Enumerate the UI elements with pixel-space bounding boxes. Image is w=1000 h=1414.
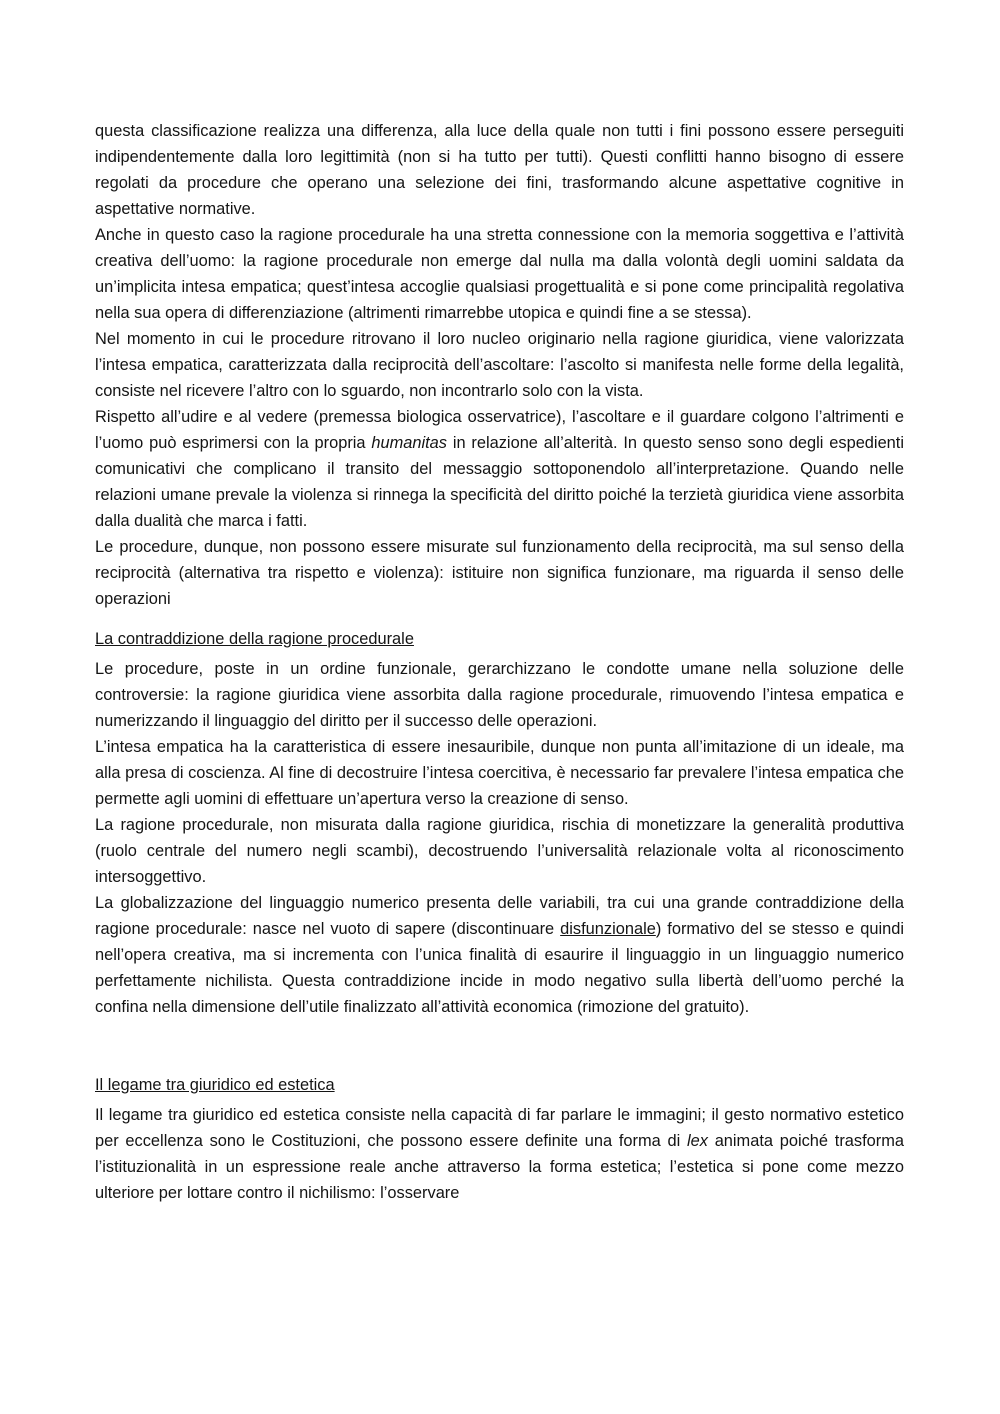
paragraph [95, 890, 904, 1020]
text-run: Il legame tra giuridico ed estetica consiste nella capacità di far parlare le immagini; il gesto normativo estetico per eccellenza sono le Costituzioni, che possono essere definite una forma di [95, 1106, 904, 1150]
text-run: La globalizzazione del linguaggio numerico presenta delle variabili, tra cui una grande contraddizione della ragione procedurale: nasce nel vuoto di sapere (discontinuare [95, 894, 904, 938]
paragraph: Anche in questo caso la ragione procedurale ha una stretta connessione con la memoria soggettiva e l’attività creativa dell’uomo: la ragione procedurale non emerge dal nulla ma dalla volontà degli uomini saldata da un’implicita intesa empatica; quest’intesa accoglie qualsiasi progettualità e si pone come principalità regolativa nella sua opera di differenziazione (altrimenti rimarrebbe utopica e quindi fine a se stessa). [95, 226, 904, 322]
text-run: in relazione all’alterità. In questo senso sono degli espedienti comunicativi che complicano il transito del messaggio sottoponendolo all’interpretazione. Quando nelle relazioni umane prevale la violenza si rinnega la specificità del diritto poiché la terzietà giuridica viene assorbita dalla dualità che marca i fatti. [95, 434, 904, 530]
paragraph [95, 404, 904, 534]
underlined-term: disfunzionale [560, 920, 656, 938]
paragraph [95, 1102, 904, 1206]
text-run: Rispetto all’udire e al vedere (premessa biologica osservatrice), l’ascoltare e il guardare colgono l’altrimenti e l’uomo può esprimersi con la propria [95, 408, 904, 452]
paragraph: Le procedure, poste in un ordine funzionale, gerarchizzano le condotte umane nella soluzione delle controversie: la ragione giuridica viene assorbita dalla ragione procedurale, rimuovendo l’intesa empatica e numerizzando il linguaggio del diritto per il successo delle operazioni. [95, 660, 904, 730]
section-heading: Il legame tra giuridico ed estetica [95, 1076, 335, 1094]
paragraph: La ragione procedurale, non misurata dalla ragione giuridica, rischia di monetizzare la generalità produttiva (ruolo centrale del numero negli scambi), decostruendo l’universalità relazionale volta al riconoscimento intersoggettivo. [95, 816, 904, 886]
italic-term: lex [687, 1132, 708, 1150]
paragraph: questa classificazione realizza una differenza, alla luce della quale non tutti i fini possono essere perseguiti indipendentemente dalla loro legittimità (non si ha tutto per tutti). Questi conflitti hanno bisogno di essere regolati da procedure che operano una selezione dei fini, trasformando alcune aspettative cognitive in aspettative normative. [95, 122, 904, 218]
italic-term: humanitas [371, 434, 447, 452]
paragraph: Nel momento in cui le procedure ritrovano il loro nucleo originario nella ragione giuridica, viene valorizzata l’intesa empatica, caratterizzata dalla reciprocità dell’ascoltare: l’ascolto si manifesta nelle forme della legalità, consiste nel ricevere l’altro con lo sguardo, non incontrarlo solo con la vista. [95, 330, 904, 400]
text-run: ) formativo del se stesso e quindi nell’opera creativa, ma si incrementa con l’unica finalità di esaurire il linguaggio in un linguaggio numerico perfettamente nichilista. Questa contraddizione incide in modo negativo sulla libertà dell’uomo perché la confina nella dimensione dell’utile finalizzato all’attività economica (rimozione del gratuito). [95, 920, 904, 1016]
text-run: animata poiché trasforma l’istituzionalità in un espressione reale anche attraverso la forma estetica; l’estetica si pone come mezzo ulteriore per lottare contro il nichilismo: l’osservare [95, 1132, 904, 1202]
document-page [95, 118, 904, 1206]
section-heading: La contraddizione della ragione procedurale [95, 630, 414, 648]
paragraph: L’intesa empatica ha la caratteristica di essere inesauribile, dunque non punta all’imitazione di un ideale, ma alla presa di coscienza. Al fine di decostruire l’intesa coercitiva, è necessario far prevalere l’intesa empatica che permette agli uomini di effettuare un’apertura verso la creazione di senso. [95, 738, 904, 808]
paragraph: Le procedure, dunque, non possono essere misurate sul funzionamento della reciprocità, ma sul senso della reciprocità (alternativa tra rispetto e violenza): istituire non significa funzionare, ma riguarda il senso delle operazioni [95, 538, 904, 608]
